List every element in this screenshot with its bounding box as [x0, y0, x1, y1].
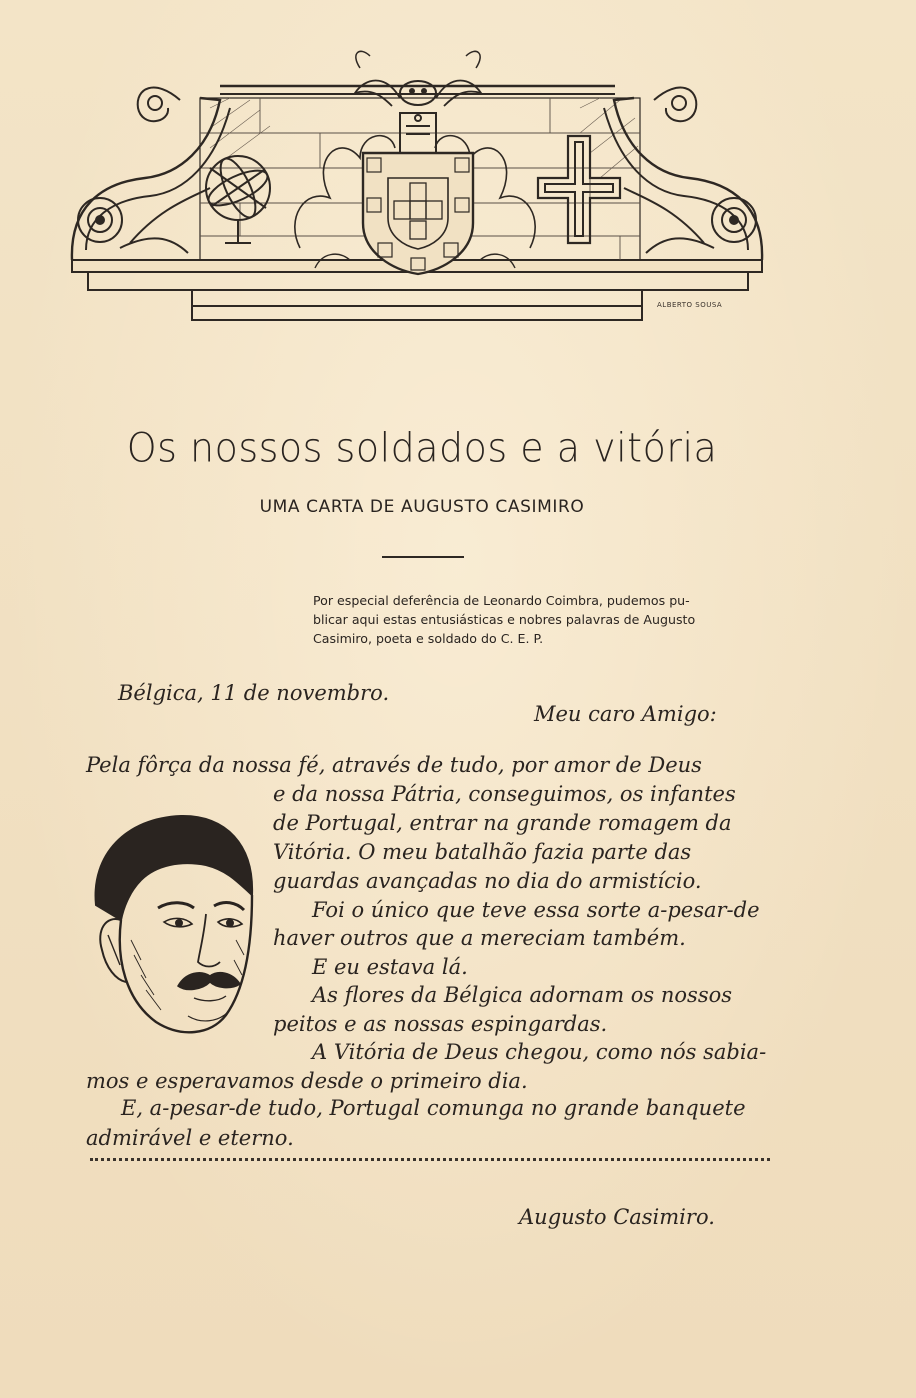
place-date: Bélgica, 11 de novembro.: [118, 681, 390, 705]
letter-line: Foi o único que teve essa sorte a-pesar-de: [312, 898, 760, 922]
letter-line: guardas avançadas no dia do armistício.: [273, 869, 702, 893]
header-ornament: [60, 38, 770, 323]
bleed-through-text: [200, 338, 700, 385]
article-title: Os nossos soldados e a vitória: [126, 424, 718, 472]
divider: [382, 556, 464, 558]
portrait-illustration: [86, 810, 256, 1042]
letter-line: e da nossa Pátria, conseguimos, os infantes: [273, 782, 736, 806]
dotted-separator: [90, 1158, 770, 1171]
signature: Augusto Casimiro.: [519, 1205, 715, 1229]
intro-line: Por especial deferência de Leonardo Coimbra, pudemos pu-: [313, 593, 690, 608]
letter-line: As flores da Bélgica adornam os nossos: [312, 983, 733, 1007]
letter-line: admirável e eterno.: [86, 1126, 294, 1150]
letter-line: A Vitória de Deus chegou, como nós sabia-: [312, 1040, 767, 1064]
letter-line: Vitória. O meu batalhão fazia parte das: [273, 840, 692, 864]
article-subtitle: UMA CARTA DE AUGUSTO CASIMIRO: [259, 497, 585, 517]
letter-line: E eu estava lá.: [312, 955, 468, 979]
letter-line: de Portugal, entrar na grande romagem da: [273, 811, 732, 835]
letter-line: haver outros que a mereciam também.: [273, 926, 686, 950]
letter-line: mos e esperavamos desde o primeiro dia.: [86, 1069, 528, 1093]
artist-signature: ALBERTO SOUSA: [657, 301, 723, 309]
letter-line: E, a-pesar-de tudo, Portugal comunga no grande banquete: [121, 1096, 746, 1120]
letter-line: Pela fôrça da nossa fé, através de tudo, por amor de Deus: [86, 753, 702, 777]
letter-line: peitos e as nossas espingardas.: [273, 1012, 608, 1036]
greeting: Meu caro Amigo:: [534, 702, 717, 726]
intro-line: blicar aqui estas entusiásticas e nobres palavras de Augusto: [313, 612, 696, 627]
intro-paragraph: [313, 591, 768, 648]
intro-line: Casimiro, poeta e soldado do C. E. P.: [313, 631, 544, 646]
